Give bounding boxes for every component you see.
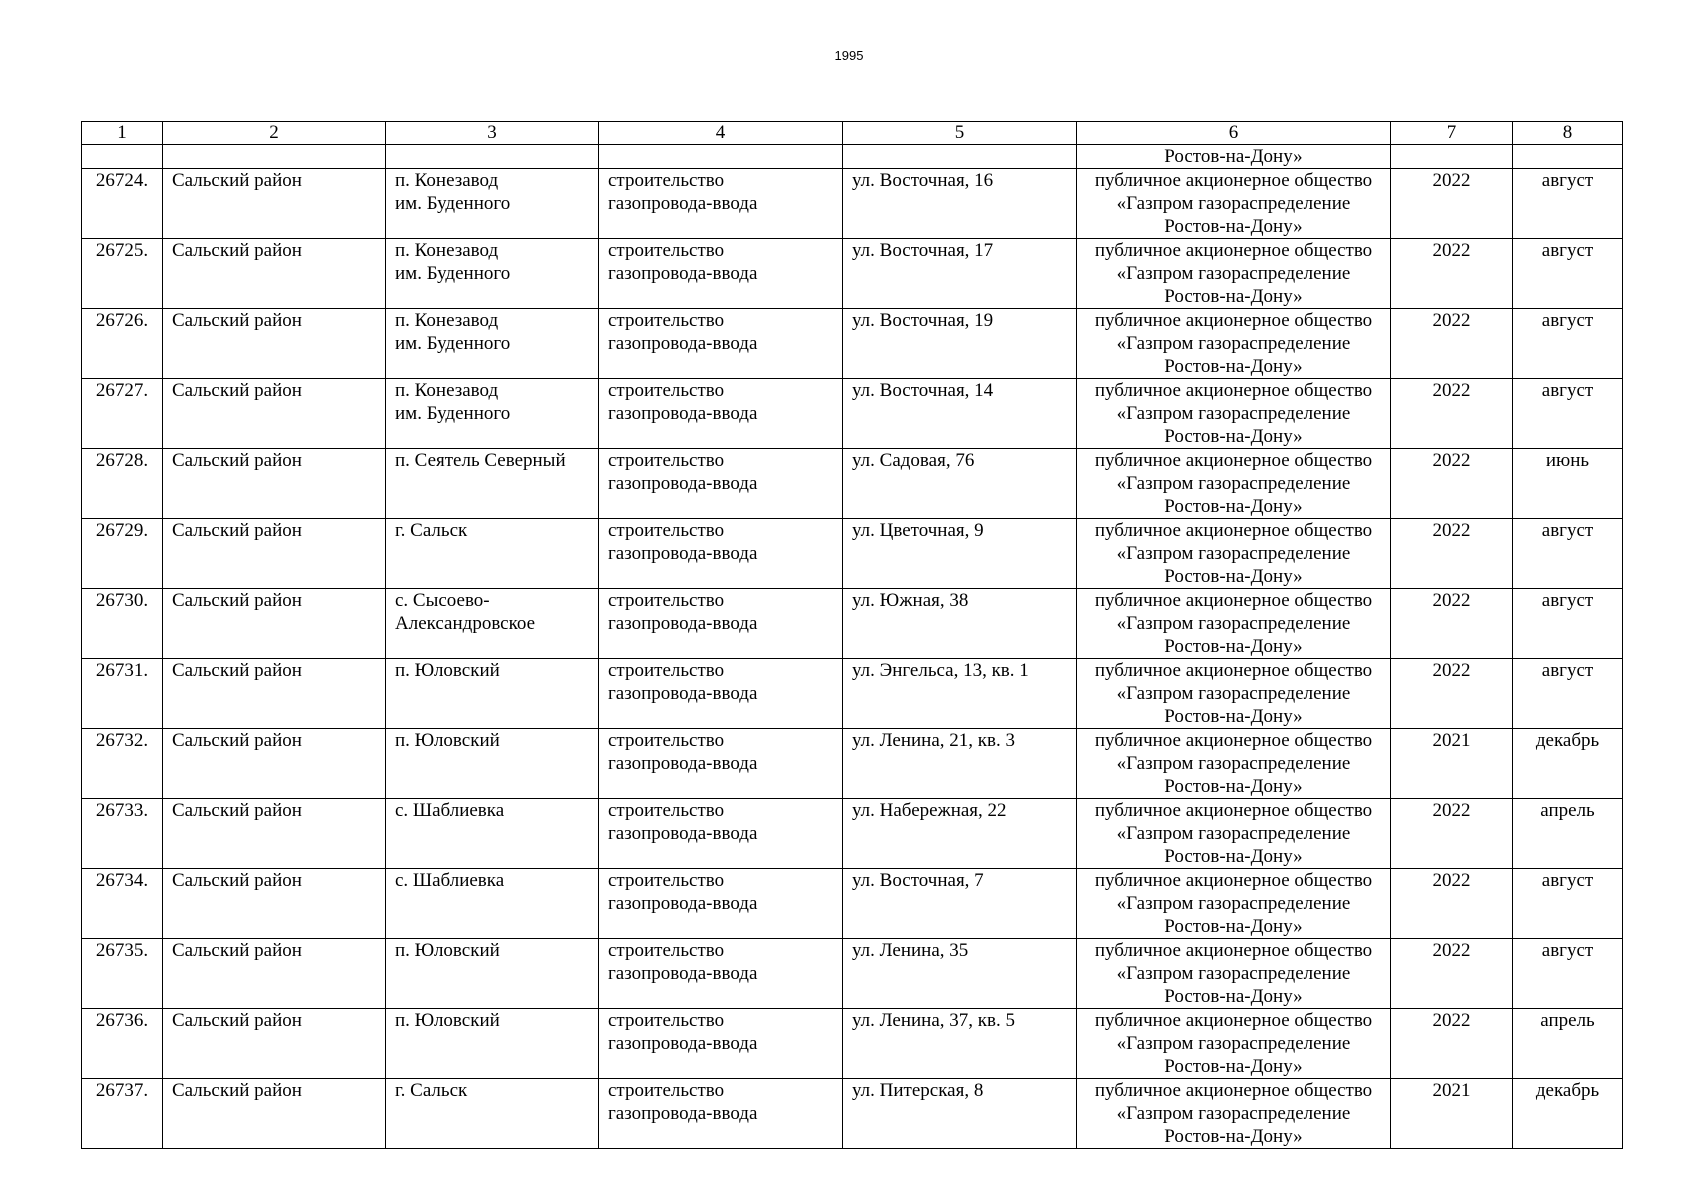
organization-cell: публичное акционерное общество «Газпром газораспределение Ростов-на-Дону» bbox=[1077, 169, 1391, 239]
entry-number-cell: 26727. bbox=[82, 379, 163, 449]
settlement-cell: с. Шаблиевка bbox=[386, 799, 599, 869]
column-number-header-row bbox=[82, 122, 1623, 145]
year-cell: 2022 bbox=[1391, 379, 1513, 449]
work-type-cell: строительство газопровода-ввода bbox=[599, 729, 843, 799]
settlement-cell: с. Шаблиевка bbox=[386, 869, 599, 939]
year-cell: 2021 bbox=[1391, 1079, 1513, 1149]
table-row bbox=[82, 659, 1623, 729]
district-cell: Сальский район bbox=[163, 659, 386, 729]
table-row bbox=[82, 869, 1623, 939]
address-cell: ул. Восточная, 17 bbox=[843, 239, 1077, 309]
address-cell: ул. Восточная, 16 bbox=[843, 169, 1077, 239]
settlement-cell: п. Юловский bbox=[386, 729, 599, 799]
column-number: 8 bbox=[1513, 122, 1623, 145]
organization-cell: публичное акционерное общество «Газпром газораспределение Ростов-на-Дону» bbox=[1077, 379, 1391, 449]
organization-cell: публичное акционерное общество «Газпром газораспределение Ростов-на-Дону» bbox=[1077, 659, 1391, 729]
month-cell: декабрь bbox=[1513, 1079, 1623, 1149]
work-type-cell: строительство газопровода-ввода bbox=[599, 1009, 843, 1079]
district-cell: Сальский район bbox=[163, 449, 386, 519]
table-row bbox=[82, 729, 1623, 799]
entry-number-cell: 26734. bbox=[82, 869, 163, 939]
address-cell: ул. Восточная, 7 bbox=[843, 869, 1077, 939]
register-table bbox=[81, 121, 1623, 1149]
year-cell: 2022 bbox=[1391, 169, 1513, 239]
empty-cell bbox=[1513, 145, 1623, 169]
table-row bbox=[82, 169, 1623, 239]
empty-cell bbox=[843, 145, 1077, 169]
entry-number-cell: 26736. bbox=[82, 1009, 163, 1079]
year-cell: 2022 bbox=[1391, 869, 1513, 939]
entry-number-cell: 26729. bbox=[82, 519, 163, 589]
empty-cell bbox=[163, 145, 386, 169]
district-cell: Сальский район bbox=[163, 799, 386, 869]
address-cell: ул. Ленина, 37, кв. 5 bbox=[843, 1009, 1077, 1079]
settlement-cell: г. Сальск bbox=[386, 519, 599, 589]
table-row bbox=[82, 1009, 1623, 1079]
work-type-cell: строительство газопровода-ввода bbox=[599, 309, 843, 379]
year-cell: 2022 bbox=[1391, 449, 1513, 519]
work-type-cell: строительство газопровода-ввода bbox=[599, 379, 843, 449]
settlement-cell: п. Юловский bbox=[386, 659, 599, 729]
table-row bbox=[82, 309, 1623, 379]
empty-cell bbox=[386, 145, 599, 169]
column-number: 4 bbox=[599, 122, 843, 145]
entry-number-cell: 26725. bbox=[82, 239, 163, 309]
settlement-cell: п. Конезавод им. Буденного bbox=[386, 379, 599, 449]
table-row bbox=[82, 939, 1623, 1009]
organization-cell: публичное акционерное общество «Газпром газораспределение Ростов-на-Дону» bbox=[1077, 1079, 1391, 1149]
entry-number-cell: 26731. bbox=[82, 659, 163, 729]
address-cell: ул. Восточная, 19 bbox=[843, 309, 1077, 379]
year-cell: 2022 bbox=[1391, 659, 1513, 729]
settlement-cell: п. Сеятель Северный bbox=[386, 449, 599, 519]
organization-cell: публичное акционерное общество «Газпром газораспределение Ростов-на-Дону» bbox=[1077, 939, 1391, 1009]
column-number: 3 bbox=[386, 122, 599, 145]
month-cell: апрель bbox=[1513, 1009, 1623, 1079]
address-cell: ул. Восточная, 14 bbox=[843, 379, 1077, 449]
work-type-cell: строительство газопровода-ввода bbox=[599, 239, 843, 309]
district-cell: Сальский район bbox=[163, 169, 386, 239]
entry-number-cell: 26733. bbox=[82, 799, 163, 869]
address-cell: ул. Ленина, 21, кв. 3 bbox=[843, 729, 1077, 799]
district-cell: Сальский район bbox=[163, 869, 386, 939]
month-cell: август bbox=[1513, 169, 1623, 239]
organization-cell: публичное акционерное общество «Газпром газораспределение Ростов-на-Дону» bbox=[1077, 309, 1391, 379]
work-type-cell: строительство газопровода-ввода bbox=[599, 659, 843, 729]
organization-cell: Ростов-на-Дону» bbox=[1077, 145, 1391, 169]
district-cell: Сальский район bbox=[163, 729, 386, 799]
settlement-cell: с. Сысоево- Александровское bbox=[386, 589, 599, 659]
month-cell: апрель bbox=[1513, 799, 1623, 869]
table-row bbox=[82, 589, 1623, 659]
year-cell: 2022 bbox=[1391, 519, 1513, 589]
empty-cell bbox=[1391, 145, 1513, 169]
district-cell: Сальский район bbox=[163, 239, 386, 309]
year-cell: 2022 bbox=[1391, 1009, 1513, 1079]
work-type-cell: строительство газопровода-ввода bbox=[599, 869, 843, 939]
work-type-cell: строительство газопровода-ввода bbox=[599, 799, 843, 869]
settlement-cell: п. Юловский bbox=[386, 1009, 599, 1079]
work-type-cell: строительство газопровода-ввода bbox=[599, 519, 843, 589]
year-cell: 2022 bbox=[1391, 589, 1513, 659]
table-row bbox=[82, 239, 1623, 309]
month-cell: август bbox=[1513, 239, 1623, 309]
organization-cell: публичное акционерное общество «Газпром газораспределение Ростов-на-Дону» bbox=[1077, 1009, 1391, 1079]
organization-cell: публичное акционерное общество «Газпром газораспределение Ростов-на-Дону» bbox=[1077, 729, 1391, 799]
empty-cell bbox=[599, 145, 843, 169]
column-number: 6 bbox=[1077, 122, 1391, 145]
column-number: 2 bbox=[163, 122, 386, 145]
district-cell: Сальский район bbox=[163, 589, 386, 659]
organization-cell: публичное акционерное общество «Газпром газораспределение Ростов-на-Дону» bbox=[1077, 519, 1391, 589]
entry-number-cell: 26726. bbox=[82, 309, 163, 379]
month-cell: август bbox=[1513, 519, 1623, 589]
district-cell: Сальский район bbox=[163, 519, 386, 589]
year-cell: 2022 bbox=[1391, 239, 1513, 309]
year-cell: 2021 bbox=[1391, 729, 1513, 799]
settlement-cell: п. Конезавод им. Буденного bbox=[386, 239, 599, 309]
entry-number-cell: 26728. bbox=[82, 449, 163, 519]
month-cell: август bbox=[1513, 309, 1623, 379]
address-cell: ул. Набережная, 22 bbox=[843, 799, 1077, 869]
column-number: 5 bbox=[843, 122, 1077, 145]
settlement-cell: п. Конезавод им. Буденного bbox=[386, 169, 599, 239]
work-type-cell: строительство газопровода-ввода bbox=[599, 1079, 843, 1149]
work-type-cell: строительство газопровода-ввода bbox=[599, 449, 843, 519]
entry-number-cell: 26724. bbox=[82, 169, 163, 239]
work-type-cell: строительство газопровода-ввода bbox=[599, 939, 843, 1009]
organization-cell: публичное акционерное общество «Газпром газораспределение Ростов-на-Дону» bbox=[1077, 449, 1391, 519]
entry-number-cell: 26730. bbox=[82, 589, 163, 659]
year-cell: 2022 bbox=[1391, 799, 1513, 869]
district-cell: Сальский район bbox=[163, 379, 386, 449]
table-row bbox=[82, 1079, 1623, 1149]
year-cell: 2022 bbox=[1391, 939, 1513, 1009]
settlement-cell: п. Юловский bbox=[386, 939, 599, 1009]
table-row bbox=[82, 799, 1623, 869]
address-cell: ул. Цветочная, 9 bbox=[843, 519, 1077, 589]
entry-number-cell: 26732. bbox=[82, 729, 163, 799]
table-row bbox=[82, 449, 1623, 519]
year-cell: 2022 bbox=[1391, 309, 1513, 379]
organization-cell: публичное акционерное общество «Газпром газораспределение Ростов-на-Дону» bbox=[1077, 589, 1391, 659]
work-type-cell: строительство газопровода-ввода bbox=[599, 589, 843, 659]
organization-cell: публичное акционерное общество «Газпром газораспределение Ростов-на-Дону» bbox=[1077, 869, 1391, 939]
page-number: 1995 bbox=[834, 48, 864, 63]
month-cell: август bbox=[1513, 869, 1623, 939]
entry-number-cell: 26735. bbox=[82, 939, 163, 1009]
month-cell: июнь bbox=[1513, 449, 1623, 519]
address-cell: ул. Садовая, 76 bbox=[843, 449, 1077, 519]
district-cell: Сальский район bbox=[163, 939, 386, 1009]
district-cell: Сальский район bbox=[163, 1079, 386, 1149]
organization-cell: публичное акционерное общество «Газпром газораспределение Ростов-на-Дону» bbox=[1077, 799, 1391, 869]
month-cell: август bbox=[1513, 589, 1623, 659]
table-row bbox=[82, 519, 1623, 589]
settlement-cell: п. Конезавод им. Буденного bbox=[386, 309, 599, 379]
column-number: 1 bbox=[82, 122, 163, 145]
table-row bbox=[82, 379, 1623, 449]
district-cell: Сальский район bbox=[163, 309, 386, 379]
month-cell: декабрь bbox=[1513, 729, 1623, 799]
work-type-cell: строительство газопровода-ввода bbox=[599, 169, 843, 239]
address-cell: ул. Ленина, 35 bbox=[843, 939, 1077, 1009]
settlement-cell: г. Сальск bbox=[386, 1079, 599, 1149]
address-cell: ул. Питерская, 8 bbox=[843, 1079, 1077, 1149]
empty-cell bbox=[82, 145, 163, 169]
continuation-row bbox=[82, 145, 1623, 169]
entry-number-cell: 26737. bbox=[82, 1079, 163, 1149]
organization-cell: публичное акционерное общество «Газпром газораспределение Ростов-на-Дону» bbox=[1077, 239, 1391, 309]
month-cell: август bbox=[1513, 659, 1623, 729]
district-cell: Сальский район bbox=[163, 1009, 386, 1079]
month-cell: август bbox=[1513, 379, 1623, 449]
column-number: 7 bbox=[1391, 122, 1513, 145]
month-cell: август bbox=[1513, 939, 1623, 1009]
address-cell: ул. Южная, 38 bbox=[843, 589, 1077, 659]
address-cell: ул. Энгельса, 13, кв. 1 bbox=[843, 659, 1077, 729]
